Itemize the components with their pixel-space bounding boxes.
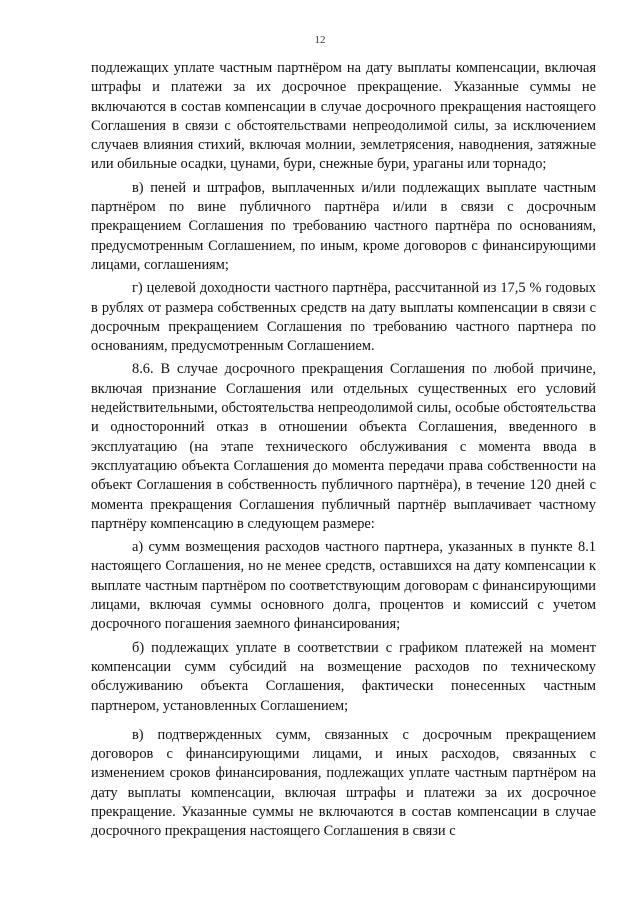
paragraph-item-v-confirmed-sums: в) подтвержденных сумм, связанных с досрочным прекращением договоров с финансирующими лицами, и иных расходов, связанных с изменением сроков финансирования, подлежащих уплате частным партнёром на дату выплаты компенсации, включая штрафы и платежи за их досрочное прекращение. Указанные суммы не включаются в состав компенсации в случае досрочного прекращения настоящего Соглашения в связи с xyxy=(91,726,596,840)
paragraph-item-v-penalties: в) пеней и штрафов, выплаченных и/или подлежащих выплате частным партнёром по вине публичного партнёра и/или в связи с досрочным прекращением Соглашения по требованию частного партнёра по основаниям, предусмотренным Соглашением, по иным, кроме договоров с финансирующими лицами, соглашениям; xyxy=(91,179,596,273)
paragraph-item-b-subsidies: б) подлежащих уплате в соответствии с графиком платежей на момент компенсации сумм субсидий на возмещение расходов по техническому обслуживанию объекта Соглашения, фактически понесенных частным партнером, установленных Соглашением; xyxy=(91,639,596,714)
paragraph-continuation: подлежащих уплате частным партнёром на дату выплаты компенсации, включая штрафы и платежи за их досрочное прекращение. Указанные суммы не включаются в состав компенсации в случае досрочного прекращения настоящего Соглашения в связи с обстоятельствами непреодолимой силы, за исключением случаев влияния стихий, включая молнии, землетрясения, наводнения, затяжные или обильные осадки, цунами, бури, снежные бури, ураганы или торнадо; xyxy=(91,60,596,173)
document-body xyxy=(91,59,596,842)
paragraph-item-g-target-yield: г) целевой доходности частного партнёра, рассчитанной из 17,5 % годовых в рублях от размера собственных средств на дату выплаты компенсации в связи с досрочным прекращением Соглашения по требованию частного партнера по основаниям, предусмотренным Соглашением. xyxy=(91,280,596,355)
paragraph-item-a-reimbursement: а) сумм возмещения расходов частного партнера, указанных в пункте 8.1 настоящего Соглашения, но не менее средств, оставшихся на дату компенсации к выплате частным партнёром по соответствующим договорам с финансирующими лицами, включая суммы основного долга, процентов и комиссий с учетом досрочного погашения заемного финансирования; xyxy=(91,539,596,633)
page-number: 12 xyxy=(314,34,326,46)
paragraph-clause-8-6: 8.6. В случае досрочного прекращения Соглашения по любой причине, включая признание Соглашения или отдельных существенных его условий недействительными, обстоятельства непреодолимой силы, особые обстоятельства и односторонний отказ в отношении объекта Соглашения, введенного в эксплуатацию (на этапе технического обслуживания с момента ввода в эксплуатацию объекта Соглашения до момента передачи права собственности на объект Соглашения в собственность публичного партнёра), в течение 120 дней с момента прекращения Соглашения публичный партнёр выплачивает частному партнёру компенсацию в следующем размере: xyxy=(91,361,596,532)
